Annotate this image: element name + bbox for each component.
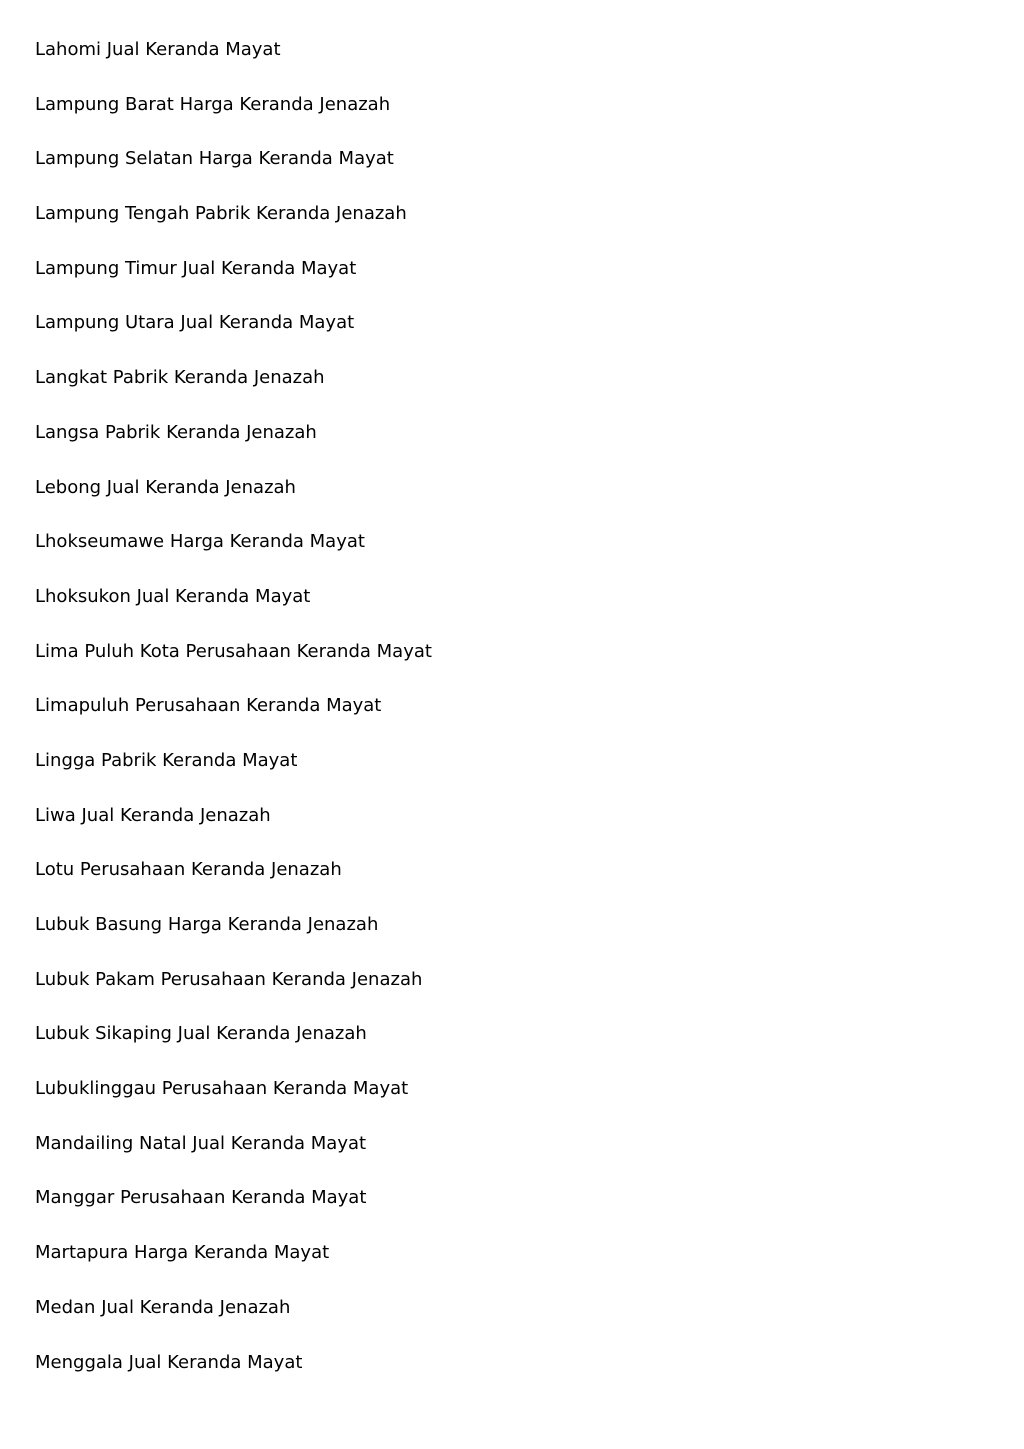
list-item-link[interactable]: Mandailing Natal Jual Keranda Mayat [35, 1132, 367, 1154]
list-item [35, 747, 975, 802]
list-item [35, 474, 975, 529]
list-item-link[interactable]: Lampung Selatan Harga Keranda Mayat [35, 148, 394, 170]
list-item-link[interactable]: Lhoksukon Jual Keranda Mayat [35, 585, 311, 607]
list-item-link[interactable]: Lampung Timur Jual Keranda Mayat [35, 257, 357, 279]
list-item-link[interactable]: Lampung Tengah Pabrik Keranda Jenazah [35, 203, 407, 225]
list-item [35, 1020, 975, 1075]
list-item [35, 309, 975, 364]
list-item-link[interactable]: Langsa Pabrik Keranda Jenazah [35, 421, 317, 443]
list-item-link[interactable]: Lubuk Sikaping Jual Keranda Jenazah [35, 1023, 367, 1045]
list-item-link[interactable]: Menggala Jual Keranda Mayat [35, 1351, 303, 1373]
list-item-link[interactable]: Lingga Pabrik Keranda Mayat [35, 749, 298, 771]
list-item-link[interactable]: Medan Jual Keranda Jenazah [35, 1296, 291, 1318]
list-item [35, 364, 975, 419]
list-item-link[interactable]: Lhokseumawe Harga Keranda Mayat [35, 531, 365, 553]
list-item [35, 255, 975, 310]
list-item [35, 802, 975, 857]
list-item-link[interactable]: Lampung Barat Harga Keranda Jenazah [35, 93, 391, 115]
list-item [35, 91, 975, 146]
list-item [35, 1349, 975, 1404]
list-item [35, 1130, 975, 1185]
list-item-link[interactable]: Lubuklinggau Perusahaan Keranda Mayat [35, 1078, 409, 1100]
list-item [35, 856, 975, 911]
list-item [35, 911, 975, 966]
list-item-link[interactable]: Lebong Jual Keranda Jenazah [35, 476, 296, 498]
list-item-link[interactable]: Lubuk Basung Harga Keranda Jenazah [35, 914, 379, 935]
list-item [35, 966, 975, 1021]
list-item [35, 145, 975, 200]
list-item-link[interactable]: Liwa Jual Keranda Jenazah [35, 804, 271, 826]
list-item-link[interactable]: Lubuk Pakam Perusahaan Keranda Jenazah [35, 968, 423, 990]
list-item-link[interactable]: Langkat Pabrik Keranda Jenazah [35, 367, 325, 389]
list-item [35, 692, 975, 747]
list-item-link[interactable]: Martapura Harga Keranda Mayat [35, 1242, 330, 1264]
list-item [35, 638, 975, 693]
list-item [35, 1239, 975, 1294]
list-item-link[interactable]: Lotu Perusahaan Keranda Jenazah [35, 859, 342, 881]
list-item-link[interactable]: Lima Puluh Kota Perusahaan Keranda Mayat [35, 640, 432, 662]
location-list [35, 36, 975, 1403]
list-item-link[interactable]: Lahomi Jual Keranda Mayat [35, 39, 281, 60]
list-item [35, 200, 975, 255]
list-item [35, 1294, 975, 1349]
list-item [35, 528, 975, 583]
list-item [35, 1075, 975, 1130]
list-item-link[interactable]: Limapuluh Perusahaan Keranda Mayat [35, 695, 382, 717]
list-item-link[interactable]: Manggar Perusahaan Keranda Mayat [35, 1187, 367, 1209]
list-item [35, 419, 975, 474]
list-item [35, 583, 975, 638]
list-item-link[interactable]: Lampung Utara Jual Keranda Mayat [35, 312, 355, 334]
list-item [35, 36, 975, 91]
list-item [35, 1184, 975, 1239]
